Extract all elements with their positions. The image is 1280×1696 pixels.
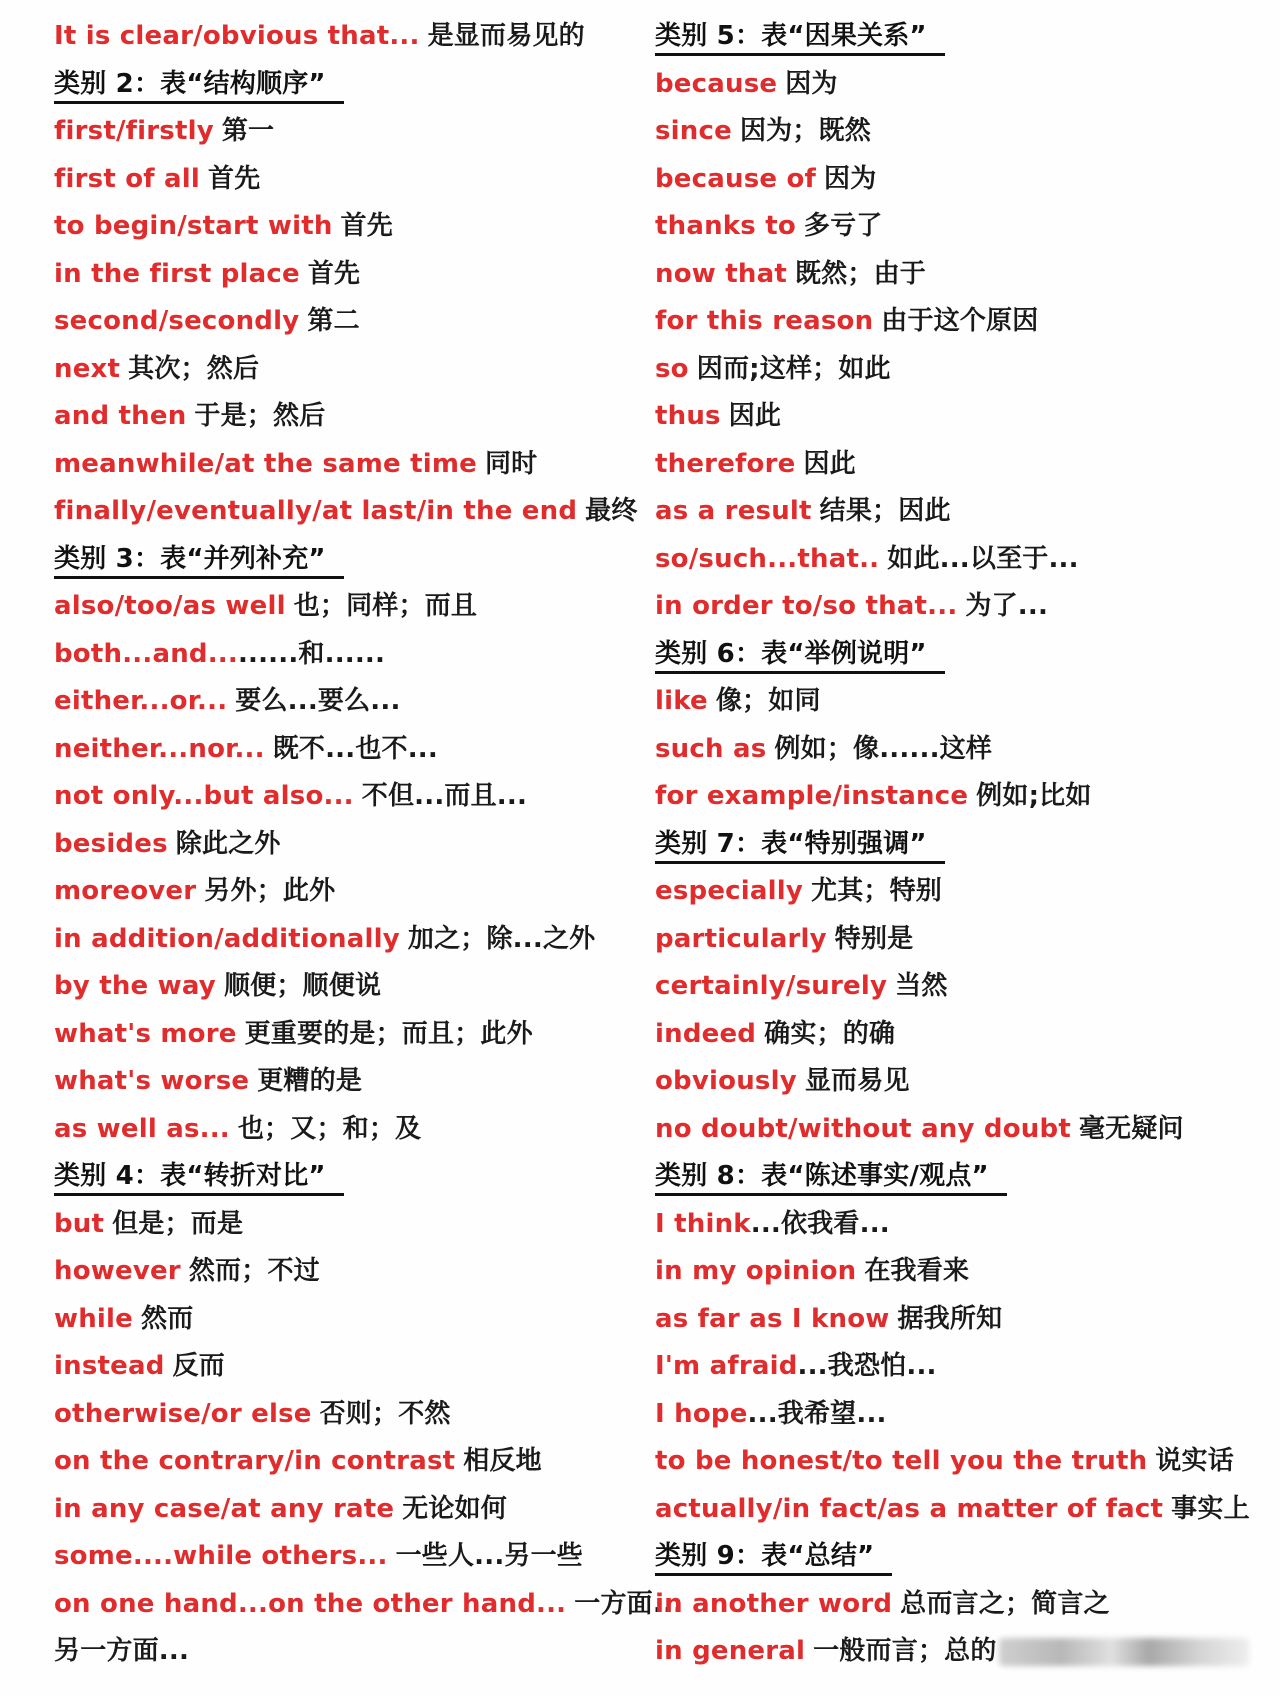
phrase-row (54, 301, 654, 349)
english-phrase: actually/in fact/as a matter of fact (655, 1493, 1164, 1524)
phrase-row (655, 1584, 1255, 1632)
phrase-row (655, 254, 1255, 302)
chinese-meaning: 也；又；和；及 (237, 1113, 422, 1144)
english-phrase: in my opinion (655, 1256, 857, 1286)
chinese-meaning: 最终 (585, 496, 638, 526)
phrase-row (655, 966, 1255, 1014)
chinese-meaning: 既然；由于 (794, 258, 926, 289)
english-phrase: to begin/start with (54, 211, 333, 241)
chinese-meaning: 首先 (340, 211, 393, 241)
phrase-row (54, 349, 654, 397)
phrase-row (54, 206, 654, 254)
category-heading: 类别 8：表“陈述事实/观点” (655, 1159, 1007, 1196)
chinese-meaning: 不但...而且... (361, 781, 528, 811)
phrase-row (54, 444, 654, 492)
chinese-meaning: 显而易见 (804, 1066, 910, 1096)
english-phrase: otherwise/or else (54, 1398, 312, 1429)
english-phrase: in order to/so that... (655, 591, 958, 621)
english-phrase: finally/eventually/at last/in the end (54, 496, 578, 526)
phrase-row (655, 1109, 1255, 1157)
english-phrase: what's worse (54, 1066, 250, 1096)
phrase-row (54, 824, 654, 872)
english-phrase: especially (655, 876, 803, 906)
chinese-meaning: 否则；不然 (319, 1398, 451, 1429)
phrase-row (54, 254, 654, 302)
chinese-meaning: 说实话 (1155, 1446, 1234, 1476)
english-phrase: because (655, 68, 778, 99)
english-phrase: on the contrary/in contrast (54, 1446, 456, 1476)
phrase-row (54, 919, 654, 967)
english-phrase: I'm afraid (655, 1351, 798, 1381)
phrase-row (655, 871, 1255, 919)
english-phrase: in the first place (54, 258, 300, 289)
phrase-row (54, 1346, 654, 1394)
phrase-row (54, 586, 654, 634)
phrase-row (655, 1251, 1255, 1299)
chinese-meaning: 例如;比如 (976, 781, 1092, 811)
category-heading: 类别 3：表“并列补充” (54, 542, 344, 579)
english-phrase: besides (54, 828, 168, 859)
english-phrase: not only...but also... (54, 781, 354, 811)
phrase-row (655, 919, 1255, 967)
chinese-meaning: 据我所知 (897, 1303, 1003, 1334)
english-phrase: now that (655, 258, 787, 289)
english-phrase: either...or... (54, 686, 228, 716)
chinese-meaning: 于是；然后 (194, 401, 326, 431)
english-phrase: therefore (655, 448, 796, 479)
phrase-row (54, 729, 654, 777)
chinese-meaning: ......和...... (237, 638, 386, 669)
chinese-meaning: 毫无疑问 (1078, 1113, 1184, 1144)
phrase-row (54, 16, 654, 64)
chinese-meaning: ...我希望... (747, 1398, 887, 1429)
chinese-meaning: 首先 (208, 163, 261, 194)
phrase-row (54, 1109, 654, 1157)
chinese-meaning: 顺便；顺便说 (223, 971, 382, 1001)
chinese-meaning: 另外；此外 (204, 876, 336, 906)
chinese-meaning: 要么...要么... (235, 686, 401, 716)
chinese-meaning: 相反地 (463, 1446, 542, 1476)
english-phrase: as a result (655, 496, 812, 526)
english-phrase: I think (655, 1208, 751, 1239)
phrase-row (655, 586, 1255, 634)
chinese-meaning: 确实；的确 (764, 1018, 896, 1049)
chinese-meaning: 更重要的是；而且；此外 (244, 1018, 533, 1049)
english-phrase: however (54, 1256, 181, 1286)
chinese-meaning: 另一方面... (54, 1636, 190, 1666)
phrase-row (655, 1014, 1255, 1062)
phrase-row (54, 1441, 654, 1489)
category-heading-row (655, 16, 1255, 64)
english-phrase: also/too/as well (54, 591, 286, 621)
english-phrase: It is clear/obvious that... (54, 21, 420, 51)
chinese-meaning: 事实上 (1171, 1493, 1250, 1524)
chinese-meaning: 因为；既然 (739, 116, 871, 146)
english-phrase: meanwhile/at the same time (54, 448, 477, 479)
phrase-row (54, 1394, 654, 1442)
english-phrase: in addition/additionally (54, 923, 400, 954)
chinese-meaning: 一方面... (574, 1588, 684, 1619)
phrase-row (655, 159, 1255, 207)
category-heading-row (54, 1156, 654, 1204)
phrase-row (54, 1584, 684, 1632)
phrase-row (655, 1489, 1255, 1537)
phrase-row (54, 1631, 654, 1679)
english-phrase: because of (655, 163, 817, 194)
phrase-row (655, 776, 1255, 824)
english-phrase: so (655, 353, 689, 384)
phrase-row (655, 491, 1255, 539)
phrase-row (54, 491, 654, 539)
phrase-row (54, 966, 654, 1014)
chinese-meaning: ...依我看... (750, 1208, 890, 1239)
chinese-meaning: 因而;这样；如此 (696, 353, 891, 384)
chinese-meaning: 同时 (484, 448, 538, 479)
category-heading: 类别 7：表“特别强调” (655, 827, 945, 864)
english-phrase: both...and... (54, 638, 238, 669)
english-phrase: to be honest/to tell you the truth (655, 1446, 1148, 1476)
blurred-watermark (999, 1638, 1249, 1666)
chinese-meaning: 是显而易见的 (427, 21, 585, 51)
phrase-row (655, 539, 1255, 587)
phrase-row (655, 1631, 1255, 1679)
english-phrase: I hope (655, 1398, 748, 1429)
phrase-row (54, 1061, 654, 1109)
category-heading-row (54, 64, 654, 112)
chinese-meaning: 当然 (895, 971, 948, 1001)
english-phrase: for example/instance (655, 781, 969, 811)
english-phrase: in general (655, 1636, 806, 1666)
english-phrase: no doubt/without any doubt (655, 1113, 1071, 1144)
phrase-row (655, 444, 1255, 492)
chinese-meaning: 然而 (141, 1303, 194, 1334)
chinese-meaning: 更糟的是 (257, 1066, 363, 1096)
chinese-meaning: 但是；而是 (112, 1208, 244, 1239)
chinese-meaning: 既不...也不... (272, 733, 438, 764)
english-phrase: like (655, 686, 708, 716)
phrase-row (54, 1014, 654, 1062)
chinese-meaning: 如此...以至于... (887, 543, 1079, 574)
phrase-row (655, 1394, 1255, 1442)
chinese-meaning: 特别是 (834, 923, 914, 954)
chinese-meaning: 其次；然后 (128, 353, 260, 384)
english-phrase: indeed (655, 1018, 757, 1049)
english-phrase: such as (655, 733, 767, 764)
english-phrase: next (54, 353, 121, 384)
phrase-row (54, 681, 654, 729)
phrase-row (655, 681, 1255, 729)
phrase-row (655, 64, 1255, 112)
chinese-meaning: 第一 (221, 116, 275, 146)
english-phrase: on one hand...on the other hand... (54, 1588, 567, 1619)
phrase-row (655, 729, 1255, 777)
chinese-meaning: 总而言之；简言之 (900, 1588, 1110, 1619)
phrase-row (655, 1346, 1255, 1394)
chinese-meaning: 因为 (785, 68, 838, 99)
english-phrase: first of all (54, 163, 200, 194)
right-column (655, 16, 1255, 1679)
category-heading: 类别 5：表“因果关系” (655, 19, 945, 56)
phrase-row (54, 396, 654, 444)
chinese-meaning: 无论如何 (402, 1493, 508, 1524)
phrase-row (54, 634, 654, 682)
phrase-row (655, 301, 1255, 349)
phrase-row (54, 871, 654, 919)
phrase-row (54, 1489, 654, 1537)
english-phrase: neither...nor... (54, 733, 265, 764)
chinese-meaning: 像；如同 (715, 686, 821, 716)
english-phrase: thus (655, 401, 721, 431)
english-phrase: particularly (655, 923, 827, 954)
english-phrase: by the way (54, 971, 216, 1001)
category-heading: 类别 2：表“结构顺序” (54, 67, 344, 104)
chinese-meaning: 除此之外 (175, 828, 281, 859)
category-heading: 类别 9：表“总结” (655, 1539, 892, 1576)
phrase-row (54, 1204, 654, 1252)
chinese-meaning: 加之；除...之外 (407, 923, 596, 954)
chinese-meaning: 为了... (965, 591, 1049, 621)
english-phrase: moreover (54, 876, 197, 906)
category-heading: 类别 6：表“举例说明” (655, 637, 945, 674)
phrase-row (54, 1251, 654, 1299)
english-phrase: first/firstly (54, 116, 214, 146)
english-phrase: some....while others... (54, 1541, 388, 1571)
english-phrase: as well as... (54, 1113, 230, 1144)
chinese-meaning: 第二 (307, 306, 360, 336)
category-heading-row (655, 634, 1255, 682)
chinese-meaning: 结果；因此 (819, 496, 951, 526)
category-heading: 类别 4：表“转折对比” (54, 1159, 344, 1196)
english-phrase: as far as I know (655, 1303, 890, 1334)
category-heading-row (54, 539, 654, 587)
phrase-row (54, 1299, 654, 1347)
chinese-meaning: 一般而言；总的 (813, 1636, 997, 1666)
english-phrase: second/secondly (54, 306, 300, 336)
english-phrase: in another word (655, 1588, 893, 1619)
category-heading-row (655, 824, 1255, 872)
phrase-row (655, 1441, 1255, 1489)
english-phrase: thanks to (655, 211, 796, 241)
category-heading-row (655, 1536, 1255, 1584)
chinese-meaning: 因此 (728, 401, 782, 431)
english-phrase: what's more (54, 1018, 237, 1049)
chinese-meaning: 首先 (307, 258, 361, 289)
phrase-row (655, 1204, 1255, 1252)
phrase-row (54, 159, 654, 207)
english-phrase: but (54, 1208, 105, 1239)
chinese-meaning: 因此 (803, 448, 856, 479)
phrase-row (54, 111, 654, 159)
phrase-row (655, 349, 1255, 397)
category-heading-row (655, 1156, 1255, 1204)
chinese-meaning: 因为 (824, 163, 877, 194)
chinese-meaning: 反而 (172, 1351, 225, 1381)
chinese-meaning: 也；同样；而且 (293, 591, 478, 621)
english-phrase: in any case/at any rate (54, 1493, 395, 1524)
chinese-meaning: 在我看来 (864, 1256, 970, 1286)
english-phrase: instead (54, 1351, 165, 1381)
phrase-row (655, 396, 1255, 444)
chinese-meaning: 然而；不过 (188, 1256, 320, 1286)
chinese-meaning: 例如；像......这样 (774, 733, 993, 764)
english-phrase: and then (54, 401, 187, 431)
chinese-meaning: 一些人...另一些 (395, 1541, 584, 1571)
phrase-row (54, 1536, 654, 1584)
chinese-meaning: 多亏了 (803, 211, 883, 241)
english-phrase: while (54, 1303, 133, 1334)
english-phrase: since (655, 116, 732, 146)
english-phrase: certainly/surely (655, 971, 888, 1001)
phrase-row (655, 1299, 1255, 1347)
chinese-meaning: ...我恐怕... (797, 1351, 937, 1381)
phrase-row (655, 111, 1255, 159)
phrase-row (655, 1061, 1255, 1109)
chinese-meaning: 由于这个原因 (881, 306, 1039, 336)
chinese-meaning: 尤其；特别 (811, 876, 943, 906)
phrase-row (655, 206, 1255, 254)
phrase-row (54, 776, 654, 824)
english-phrase: obviously (655, 1066, 797, 1096)
english-phrase: for this reason (655, 306, 874, 336)
english-phrase: so/such...that.. (655, 543, 880, 574)
